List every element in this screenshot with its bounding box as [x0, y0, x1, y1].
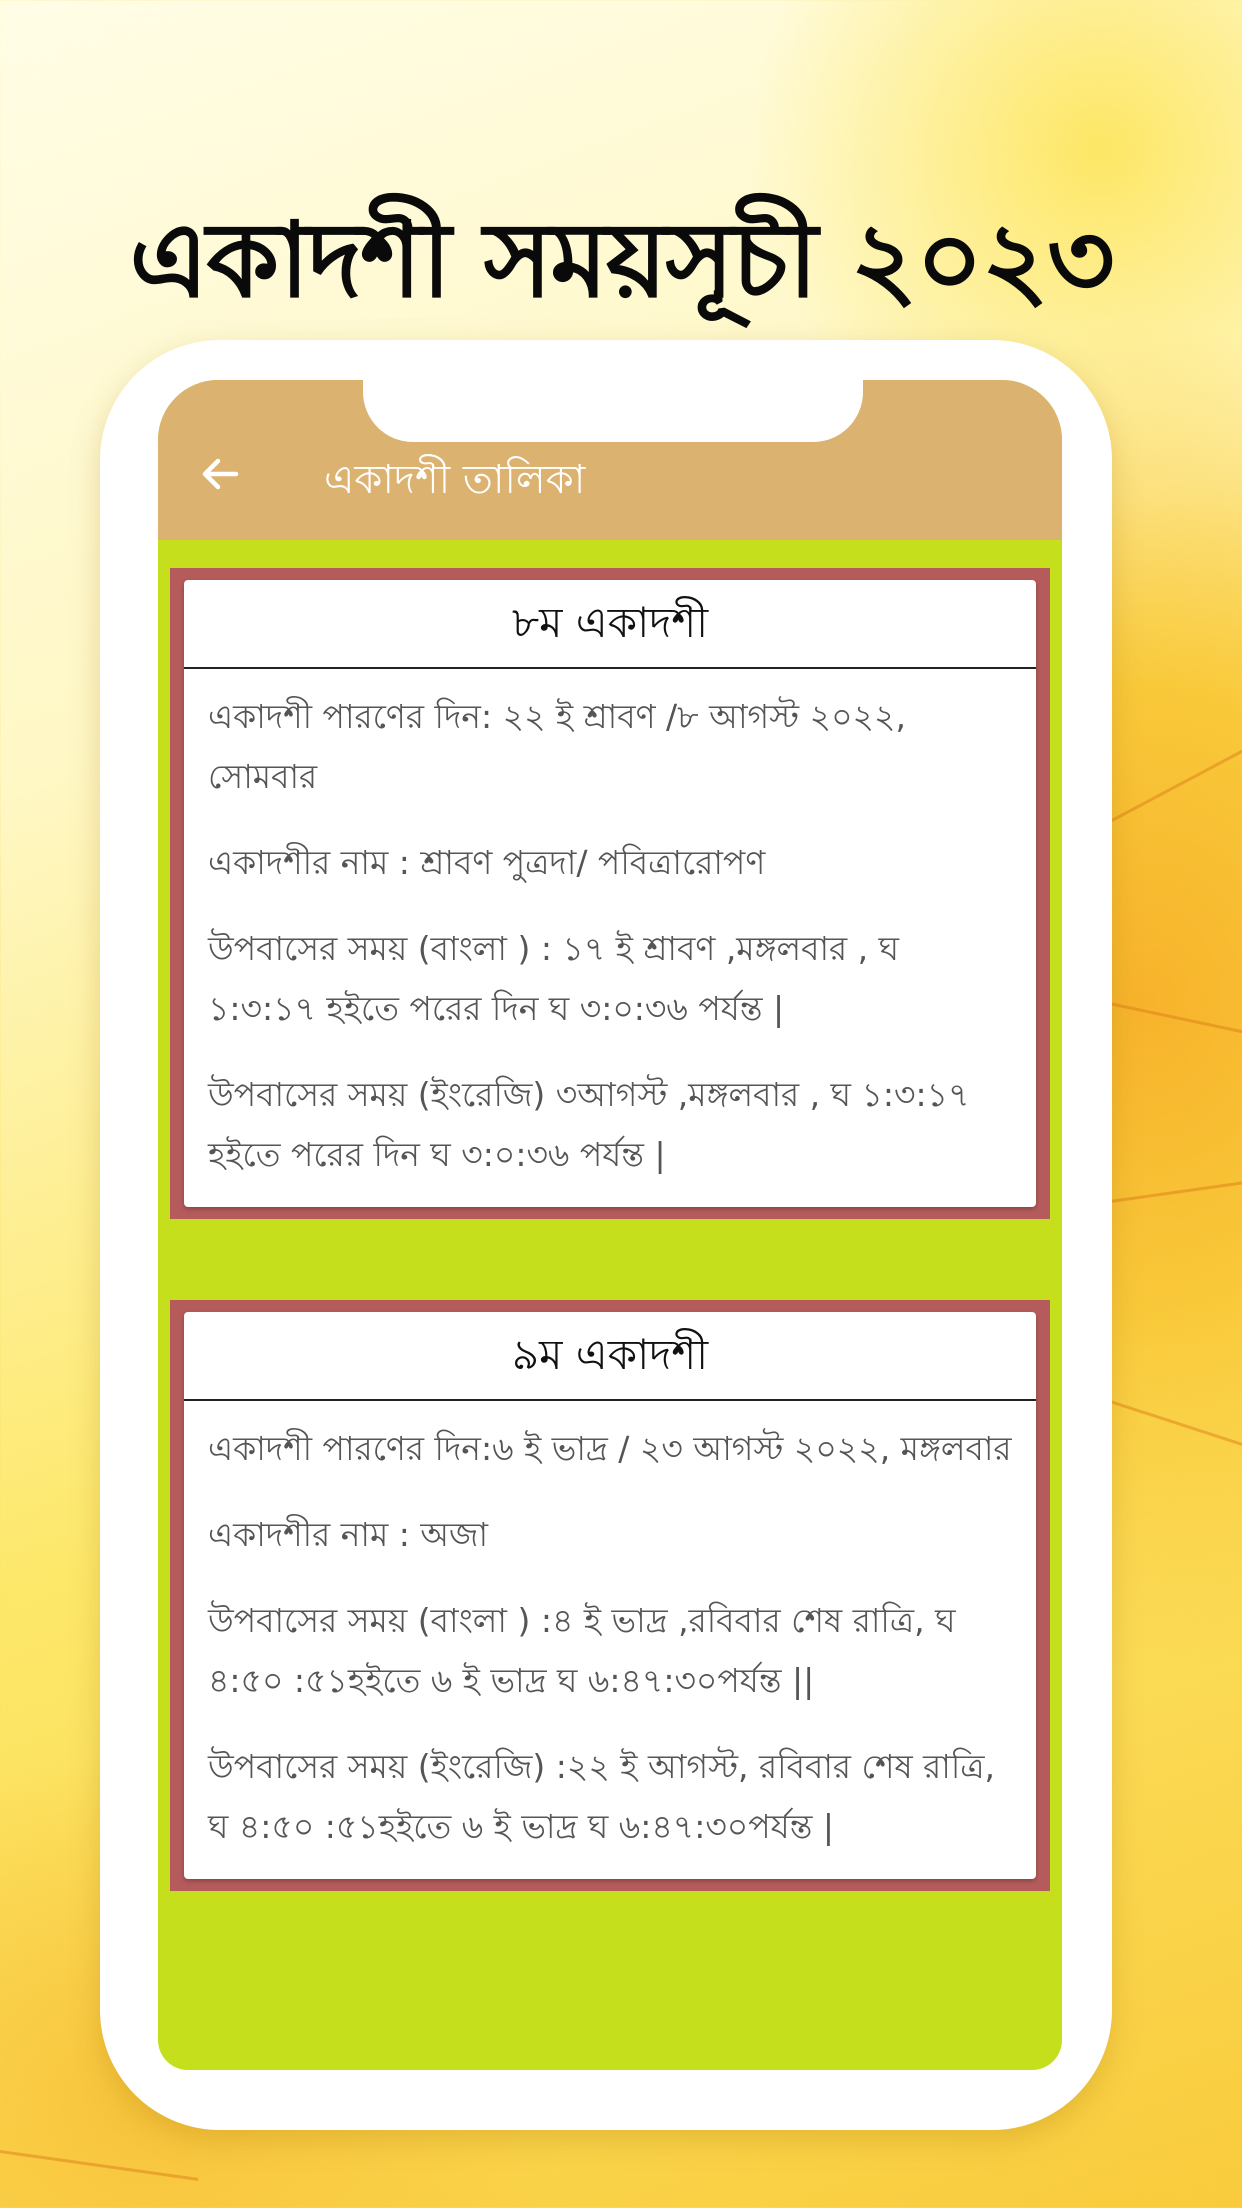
- ekadashi-name: একাদশীর নাম : শ্রাবণ পুত্রদা/ পবিত্রারোপণ: [208, 843, 766, 882]
- petal-streak: [1109, 745, 1242, 823]
- ekadashi-card[interactable]: [170, 1300, 1050, 1891]
- petal-streak: [1110, 1400, 1242, 1449]
- ekadashi-card[interactable]: [170, 568, 1050, 1219]
- card-heading: ৯ম একাদশী: [184, 1312, 1036, 1401]
- card-body: [184, 1401, 1036, 1879]
- fasting-time-bangla: উপবাসের সময় (বাংলা ) :৪ ই ভাদ্র ,রবিবার শেষ রাত্রি, ঘ ৪:৫০ :৫১হইতে ৬ ই ভাদ্র ঘ ৬:৪৭:৩০পর্যন্ত ||: [208, 1601, 956, 1700]
- phone-notch: [363, 380, 863, 442]
- petal-streak: [1110, 1179, 1242, 1203]
- app-bar: [158, 380, 1062, 540]
- card-body: [184, 669, 1036, 1207]
- card-content: [184, 580, 1036, 1207]
- petal-streak: [0, 2150, 198, 2181]
- petal-streak: [1100, 1000, 1242, 1036]
- arrow-left-icon[interactable]: [196, 450, 244, 498]
- fasting-time-english: উপবাসের সময় (ইংরেজি) ৩আগস্ট ,মঙ্গলবার , ঘ ১:৩:১৭ হইতে পরের দিন ঘ ৩:০:৩৬ পর্যন্ত |: [208, 1075, 970, 1174]
- card-heading: ৮ম একাদশী: [184, 580, 1036, 669]
- fasting-time-bangla: উপবাসের সময় (বাংলা ) : ১৭ ই শ্রাবণ ,মঙ্গলবার , ঘ ১:৩:১৭ হইতে পরের দিন ঘ ৩:০:৩৬ পর্যন্ত |: [208, 929, 900, 1028]
- app-screen: [158, 380, 1062, 2070]
- ekadashi-name: একাদশীর নাম : অজা: [208, 1515, 489, 1554]
- fasting-time-english: উপবাসের সময় (ইংরেজি) :২২ ই আগস্ট, রবিবার শেষ রাত্রি, ঘ ৪:৫০ :৫১হইতে ৬ ই ভাদ্র ঘ ৬:৪৭:৩০পর্যন্ত |: [208, 1747, 996, 1846]
- parana-date: একাদশী পারণের দিন:৬ ই ভাদ্র / ২৩ আগস্ট ২০২২, মঙ্গলবার: [208, 1429, 1012, 1468]
- parana-date: একাদশী পারণের দিন: ২২ ই শ্রাবণ /৮ আগস্ট ২০২২, সোমবার: [208, 697, 906, 796]
- card-content: [184, 1312, 1036, 1879]
- hero-title: একাদশী সময়সূচী ২০২৩: [129, 197, 1113, 321]
- app-bar-title: একাদশী তালিকা: [324, 457, 586, 503]
